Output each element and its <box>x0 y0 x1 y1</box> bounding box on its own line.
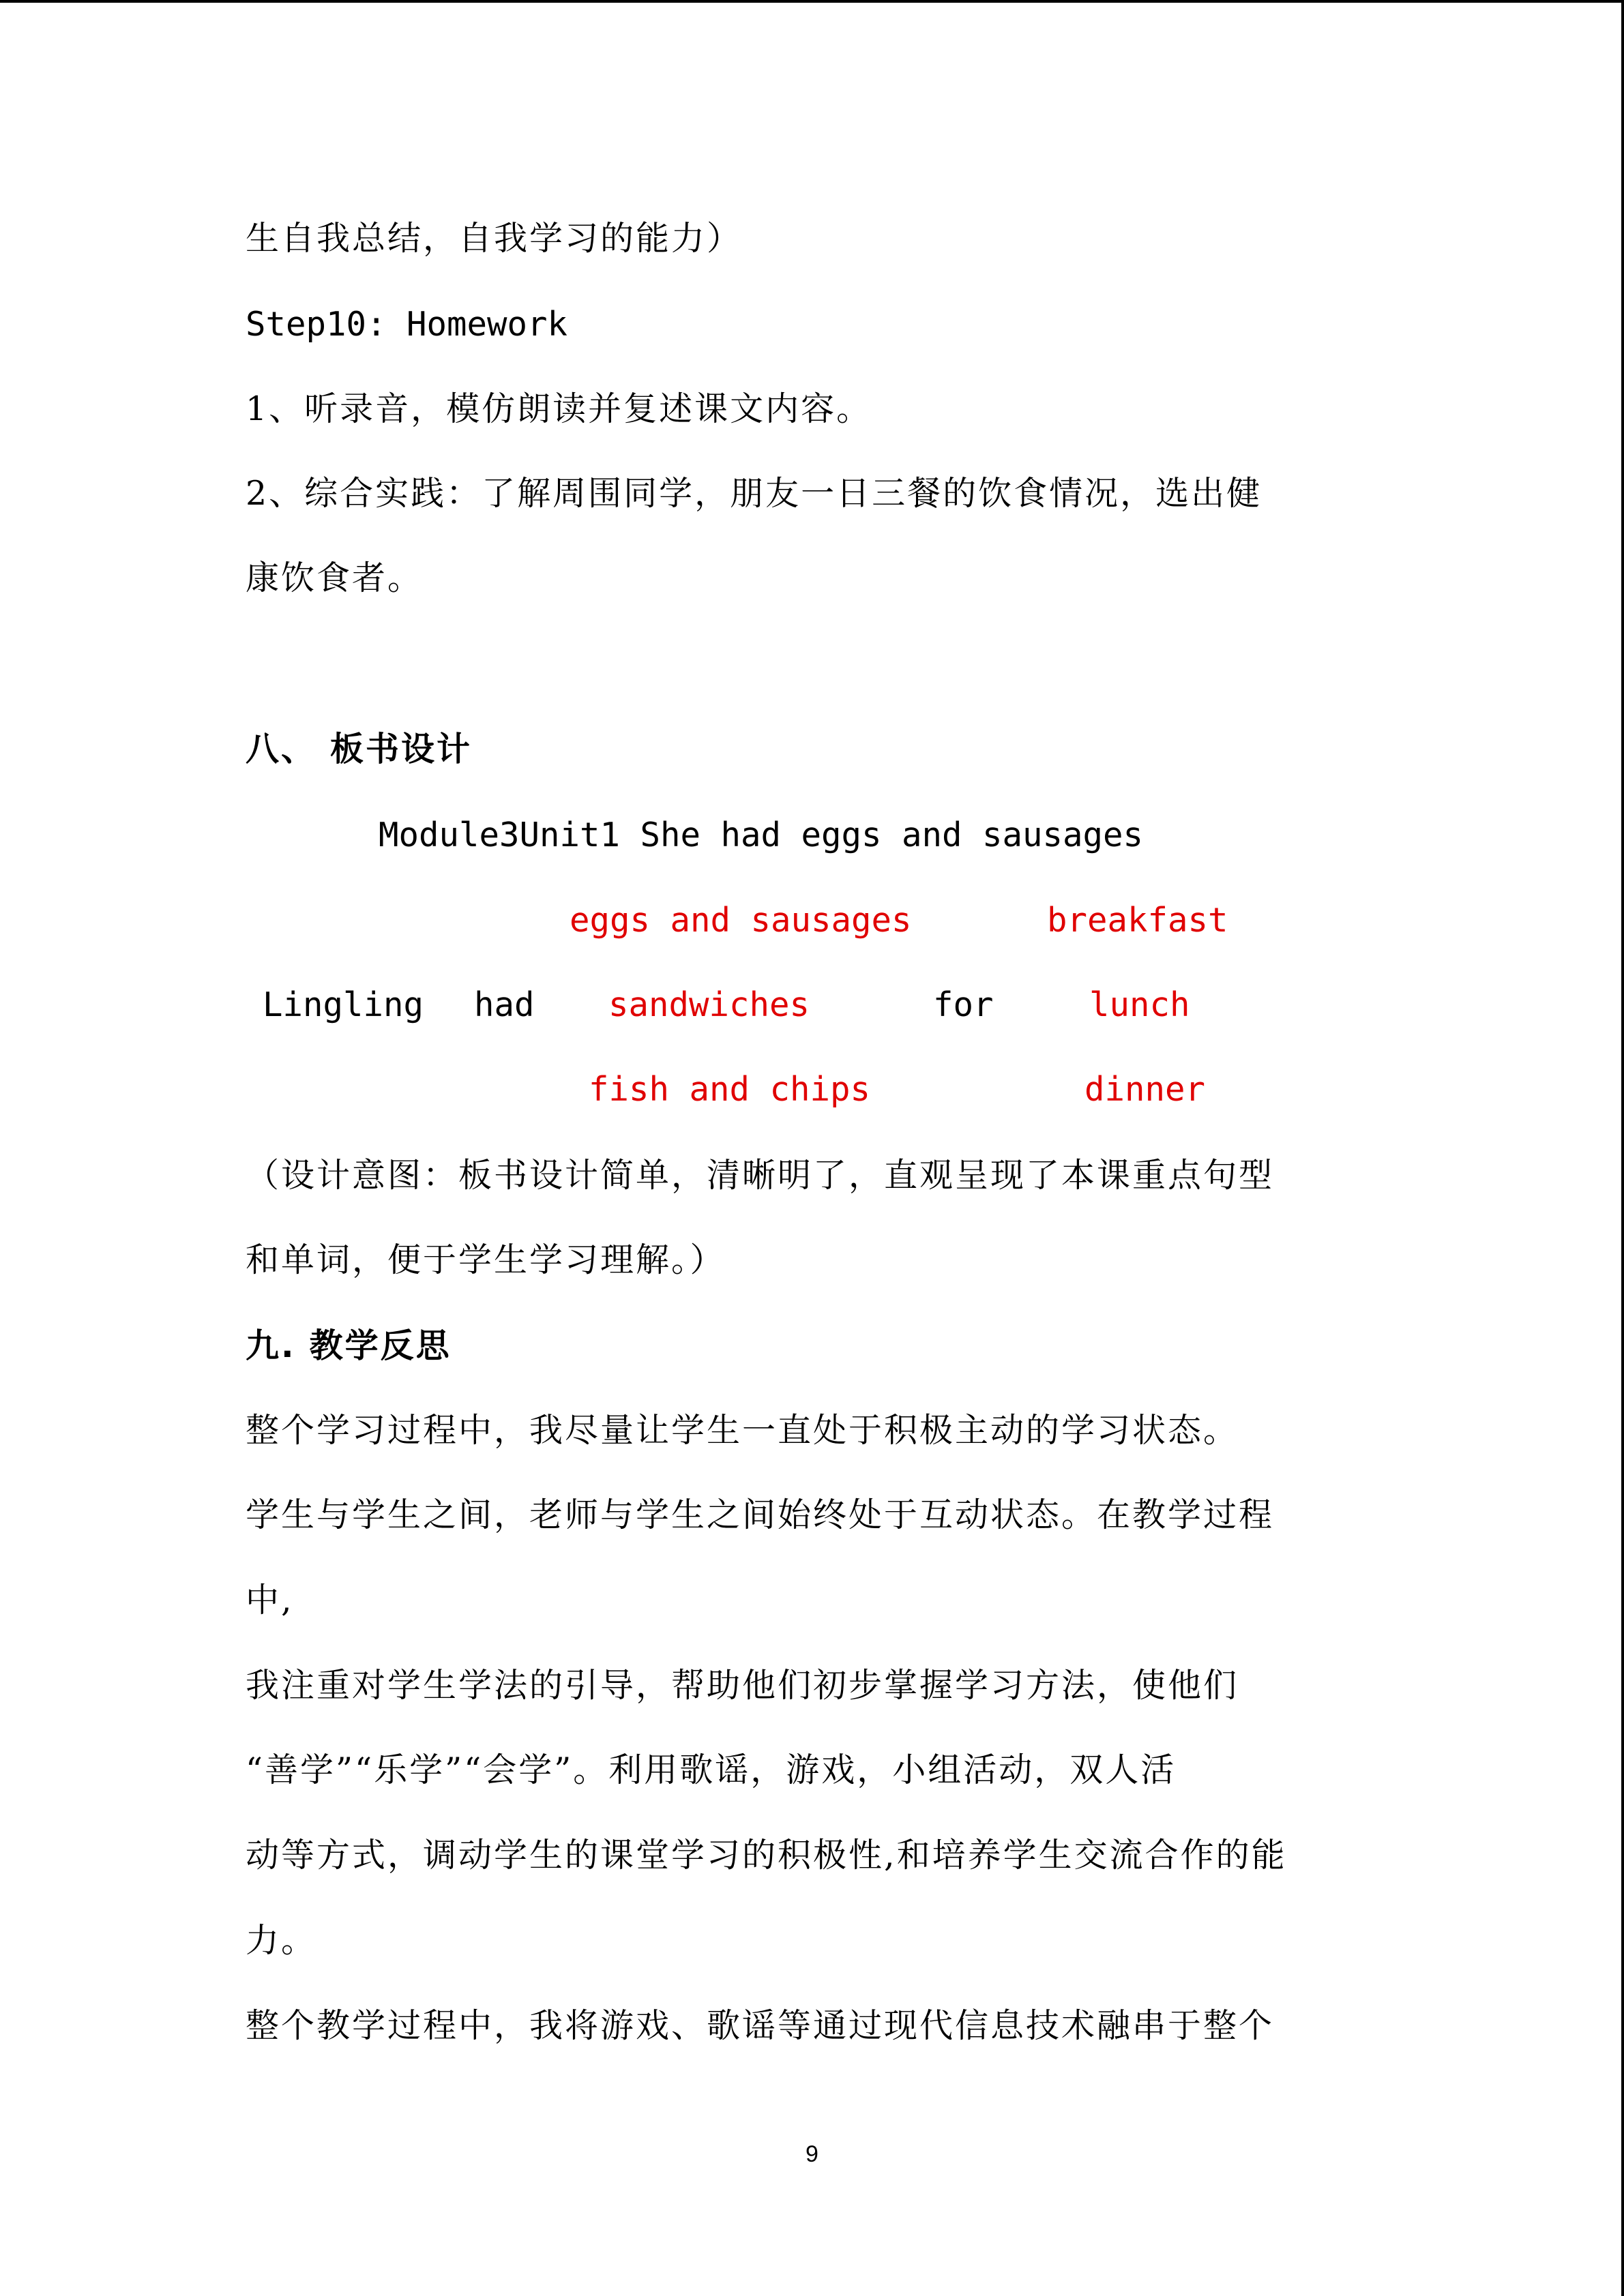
board-food-2: sandwiches <box>608 985 810 1024</box>
reflection-line-8: 整个教学过程中，我将游戏、歌谣等通过现代信息技术融串于整个 <box>246 2006 1275 2045</box>
board-meal-2: lunch <box>1089 985 1190 1024</box>
board-verb: had <box>474 985 535 1024</box>
section-heading-9: 九. 教学反思 <box>246 1326 452 1365</box>
design-note-line-1: （设计意图：板书设计简单，清晰明了，直观呈现了本课重点句型 <box>246 1156 1275 1195</box>
reflection-line-4: 我注重对学生学法的引导，帮助他们初步掌握学习方法，使他们 <box>246 1666 1239 1705</box>
homework-step-line: Step10: Homework <box>246 305 568 344</box>
board-food-3: fish and chips <box>589 1070 871 1109</box>
reflection-line-1: 整个学习过程中，我尽量让学生一直处于积极主动的学习状态。 <box>246 1411 1239 1450</box>
right-border <box>1621 0 1624 2296</box>
reflection-line-5: “善学”“乐学”“会学”。利用歌谣，游戏，小组活动，双人活 <box>246 1750 1177 1789</box>
board-food-1: eggs and sausages <box>570 901 912 940</box>
homework-item-2: 2、综合实践：了解周围同学，朋友一日三餐的饮食情况，选出健 <box>246 474 1263 513</box>
homework-item-2-continued: 康饮食者。 <box>246 558 424 597</box>
text-line-1: 生自我总结，自我学习的能力） <box>246 219 743 258</box>
section-heading-8: 八、 板书设计 <box>246 730 473 769</box>
reflection-line-3: 中, <box>246 1581 294 1620</box>
top-border <box>0 0 1624 3</box>
board-meal-1: breakfast <box>1047 901 1228 940</box>
reflection-line-7: 力。 <box>246 1921 317 1960</box>
reflection-line-2: 学生与学生之间，老师与学生之间始终处于互动状态。在教学过程 <box>246 1495 1275 1534</box>
board-preposition: for <box>933 985 994 1024</box>
board-meal-3: dinner <box>1084 1070 1206 1109</box>
board-subject: Lingling <box>263 985 424 1024</box>
reflection-line-6: 动等方式，调动学生的课堂学习的积极性,和培养学生交流合作的能 <box>246 1836 1287 1875</box>
homework-item-1: 1、听录音，模仿朗读并复述课文内容。 <box>246 389 872 428</box>
page-number: 9 <box>806 2141 818 2167</box>
design-note-line-2: 和单词，便于学生学习理解。） <box>246 1240 726 1279</box>
board-title: Module3Unit1 She had eggs and sausages <box>379 816 1144 854</box>
